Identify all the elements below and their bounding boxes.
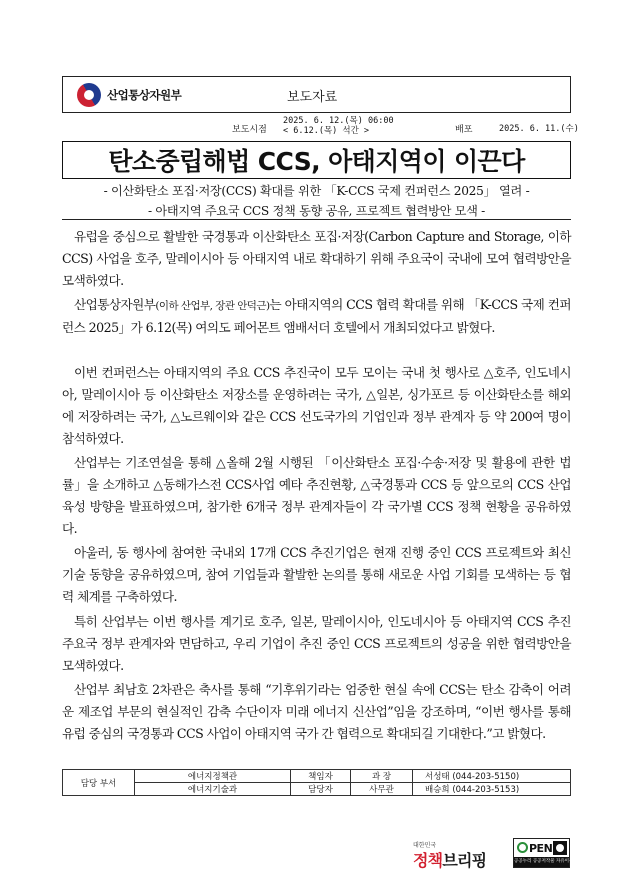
subtitle-2: - 아태지역 주요국 CCS 정책 동향 공유, 프로젝트 협력방안 모색 - <box>148 204 485 218</box>
open-logo-text: PEN <box>517 842 552 855</box>
paragraph-2 <box>62 294 571 339</box>
release-date: 2025. 6. 12.(목) 06:00 <box>283 116 394 126</box>
policy-briefing-logo <box>409 840 507 870</box>
briefing-logo-small: 대한민국 <box>413 842 437 849</box>
person-cell: 서성태 (044-203-5150) <box>413 770 571 783</box>
paragraph-3: 이번 컨퍼런스는 아태지역의 주요 CCS 추진국이 모두 모이는 국내 첫 행사로 △호주, 인도네시아, 말레이시아 등 이산화탄소 저장소를 운영하려는 국가, △일본, 싱가포르 등 이산화탄소를 해외에 저장하려는 국가, △노르웨이와 같은 CCS 선도국가의 기업인과 정부 관계자 등 약 200여 명이 참석하였다. <box>62 365 571 446</box>
open-logo-caption: 공공누리 공공저작물 자유이용허락 <box>514 857 569 867</box>
paragraph-6: 특히 산업부는 이번 행사를 계기로 호주, 일본, 말레이시아, 인도네시아 등 아태지역 CCS 추진 주요국 정부 관계자와 면담하고, 우리 기업이 추진 중인 CCS 프로젝트의 성공을 위한 협력방안을 모색하였다. <box>62 614 571 673</box>
role-cell: 담당자 <box>291 783 351 796</box>
open-o-icon <box>517 842 528 853</box>
dept-cell: 에너지기술과 <box>135 783 291 796</box>
header-box <box>62 76 571 113</box>
dept-cell: 에너지정책관 <box>135 770 291 783</box>
briefing-logo-main: 정책브리핑 <box>413 851 487 870</box>
ministry-logo <box>77 83 181 107</box>
paragraph-7: 산업부 최남호 2차관은 축사를 통해 “기후위기라는 엄중한 현실 속에 CCS는 탄소 감축이 어려운 제조업 부문의 현실적인 감축 수단이자 미래 에너지 신산업”임을 강조하며, “이번 행사를 통해 유럽 중심의 국경통과 CCS 사업이 아태지역 국가 간 협력으로 확대되길 기대한다.”고 밝혔다. <box>62 682 571 741</box>
release-date-note: < 6.12.(목) 석간 > <box>283 126 370 136</box>
table-row <box>63 783 571 796</box>
paragraph-1: 유럽을 중심으로 활발한 국경통과 이산화탄소 포집·저장(Carbon Capture and Storage, 이하 CCS) 사업을 호주, 말레이시아 등 아태지역 내로 확대하기 위해 주요국이 국내에 모여 협력방안을 모색하였다. <box>62 229 571 288</box>
ministry-name: 산업통상자원부 <box>107 88 182 102</box>
release-time-label: 보도시점 <box>232 125 267 135</box>
paragraph-2-rest: 는 아태지역의 CCS 협력 확대를 위해 「K-CCS 국제 컨퍼런스 2025」가 6.12(목) 여의도 페어몬트 앰배서더 호텔에서 개최되었다고 밝혔다. <box>62 297 571 335</box>
kogl-type-icon <box>553 841 567 855</box>
subtitle-1: - 이산화탄소 포집·저장(CCS) 확대를 위한 「K-CCS 국제 컨퍼런스 2025」 열려 - <box>103 184 530 198</box>
doc-type-label: 보도자료 <box>287 90 338 105</box>
role-cell: 책임자 <box>291 770 351 783</box>
dept-label-cell: 담당 부서 <box>63 770 135 796</box>
title-cell: 과 장 <box>351 770 413 783</box>
page-title: 탄소중립해법 CCS, 아태지역이 이끈다 <box>108 147 525 176</box>
person-cell: 배승희 (044-203-5153) <box>413 783 571 796</box>
distribution-label: 배포 <box>455 125 473 135</box>
table-row <box>63 770 571 783</box>
paragraph-5: 아울러, 동 행사에 참여한 국내외 17개 CCS 추진기업은 현재 진행 중인 CCS 프로젝트와 최신 기술 동향을 공유하였으며, 참여 기업들과 활발한 논의를 통해 새로운 사업 기회를 모색하는 등 협력 체계를 구축하였다. <box>62 545 571 604</box>
paragraph-2-lead: 산업통상자원부 <box>74 297 156 312</box>
paragraph-2-note: (이하 산업부, 장관 안덕근) <box>155 300 270 312</box>
title-cell: 사무관 <box>351 783 413 796</box>
taegeuk-emblem-icon <box>77 83 101 107</box>
distribution-date: 2025. 6. 11.(수) <box>499 124 579 134</box>
paragraph-4: 산업부는 기조연설을 통해 △올해 2월 시행된 「이산화탄소 포집·수송·저장 및 활용에 관한 법률」을 소개하고 △동해가스전 CCS사업 예타 추진현황, △국경통과 CCS 등 앞으로의 CCS 산업 육성 방향을 발표하였으며, 참가한 6개국 정부 관계자들이 각 국가별 CCS 정책 현황을 공유하였다. <box>62 455 571 536</box>
contact-table <box>62 769 571 796</box>
title-divider <box>62 219 571 220</box>
title-box <box>62 141 571 179</box>
kogl-open-logo <box>513 838 583 868</box>
